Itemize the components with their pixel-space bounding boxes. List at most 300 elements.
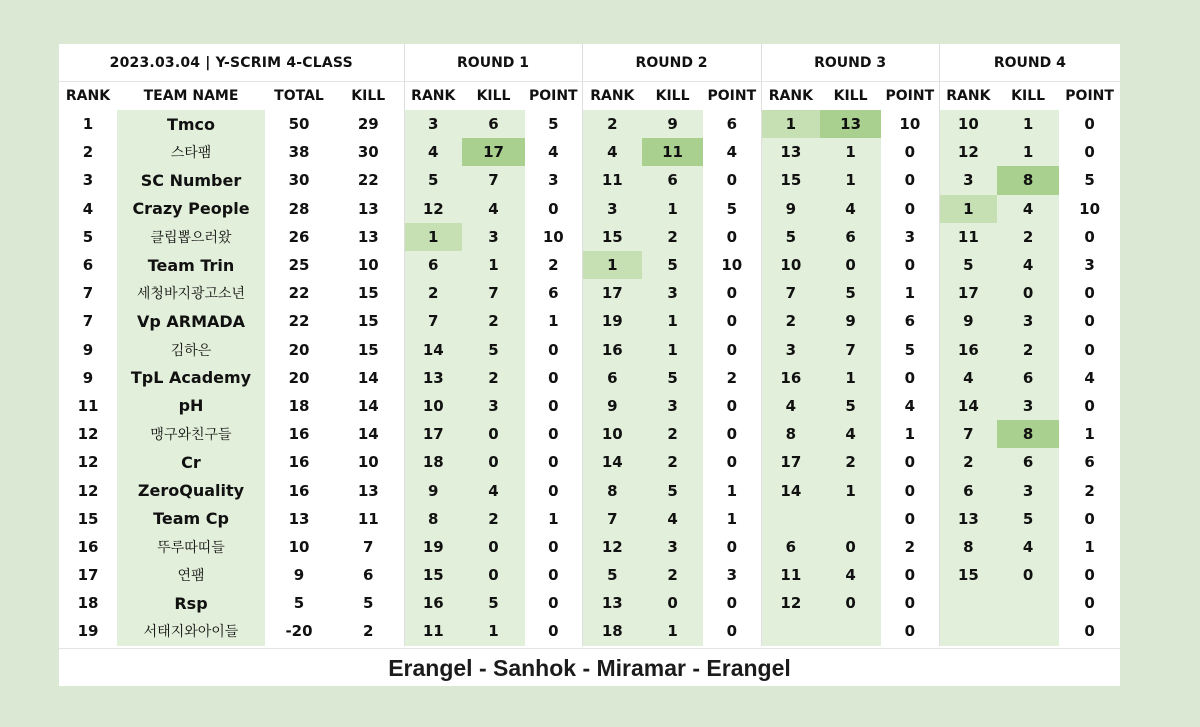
total-cell: -20 [285, 622, 313, 641]
r2-point-cell: 2 [703, 364, 761, 392]
kill-total-cell: 7 [333, 533, 404, 561]
table-row [59, 336, 1120, 364]
r2-point-cell: 1 [703, 505, 761, 533]
col-kill: KILL [333, 82, 404, 111]
r2-rank-cell: 9 [582, 392, 642, 420]
r1-kill-cell: 2 [462, 505, 525, 533]
r2-point-cell: 0 [703, 279, 761, 307]
r4-point-cell: 0 [1084, 566, 1095, 585]
r4-rank-cell: 17 [939, 279, 997, 307]
r3-rank-cell: 11 [761, 561, 820, 589]
r2-col-kill: KILL [655, 88, 690, 104]
r3-kill-cell: 0 [820, 251, 881, 279]
rank-cell: 9 [82, 340, 94, 359]
r2-rank-cell: 13 [582, 589, 642, 617]
r2-kill-cell: 5 [642, 364, 703, 392]
kill-total-cell: 15 [333, 336, 404, 364]
r1-kill-cell: 4 [462, 195, 525, 223]
table-row [59, 195, 1120, 223]
table-row [59, 448, 1120, 476]
r4-rank-cell: 15 [939, 561, 997, 589]
r3-kill-cell: 5 [820, 392, 881, 420]
r3-kill-cell: 4 [820, 195, 881, 223]
r3-rank-cell: 6 [761, 533, 820, 561]
r2-rank-cell: 14 [582, 448, 642, 476]
r3-point-cell: 0 [881, 195, 939, 223]
r4-point-cell: 0 [1084, 594, 1095, 613]
r2-kill-cell: 2 [642, 561, 703, 589]
r4-point-cell: 0 [1084, 227, 1095, 246]
r4-rank-cell: 9 [939, 307, 997, 335]
r1-point-cell: 0 [525, 561, 582, 589]
r4-col-point: POINT [1065, 88, 1114, 104]
r1-kill-cell: 0 [462, 561, 525, 589]
r1-point-cell: 0 [525, 448, 582, 476]
r1-rank-cell: 14 [404, 336, 462, 364]
r4-kill-cell: 3 [997, 307, 1059, 335]
kill-total-cell: 15 [333, 279, 404, 307]
r3-point-cell: 0 [881, 617, 939, 645]
r4-point-cell: 0 [1084, 284, 1095, 303]
r1-kill-cell: 7 [462, 279, 525, 307]
r2-point-cell: 0 [703, 223, 761, 251]
r4-rank-cell: 7 [939, 420, 997, 448]
r4-rank-cell: 16 [939, 336, 997, 364]
r2-point-cell: 0 [703, 307, 761, 335]
r4-kill-cell: 4 [997, 195, 1059, 223]
team-name-cell: 클립뽑으러왔 [117, 223, 265, 251]
rank-cell: 4 [82, 199, 94, 218]
r3-point-cell: 3 [881, 223, 939, 251]
r3-kill-cell: 0 [820, 589, 881, 617]
r4-rank-cell: 6 [939, 476, 997, 504]
r2-point-cell: 0 [703, 589, 761, 617]
r3-rank-cell: 17 [761, 448, 820, 476]
r3-point-cell: 0 [881, 138, 939, 166]
r4-point-cell: 10 [1079, 199, 1101, 218]
team-name-cell: 세청바지광고소년 [117, 279, 265, 307]
r4-kill-cell: 1 [997, 138, 1059, 166]
r1-point-cell: 0 [525, 195, 582, 223]
rank-cell: 12 [77, 453, 99, 472]
round-4-header: ROUND 4 [939, 44, 1120, 82]
r2-kill-cell: 3 [642, 533, 703, 561]
r1-kill-cell: 17 [462, 138, 525, 166]
team-name-cell: TpL Academy [117, 364, 265, 392]
r2-kill-cell: 11 [642, 138, 703, 166]
r1-rank-cell: 11 [404, 617, 462, 645]
r2-point-cell: 10 [703, 251, 761, 279]
r2-rank-cell: 18 [582, 617, 642, 645]
r3-rank-cell: 16 [761, 364, 820, 392]
r4-kill-cell [997, 617, 1059, 645]
team-name-cell: ZeroQuality [117, 476, 265, 504]
total-cell: 5 [293, 594, 305, 613]
team-name-cell: 김하은 [117, 336, 265, 364]
r4-rank-cell: 13 [939, 505, 997, 533]
r3-point-cell: 0 [881, 505, 939, 533]
r2-kill-cell: 0 [642, 589, 703, 617]
r1-point-cell: 0 [525, 589, 582, 617]
team-name-cell: 서태지와아이들 [117, 617, 265, 645]
team-name-cell: Team Cp [117, 505, 265, 533]
rank-cell: 3 [82, 171, 94, 190]
total-cell: 26 [288, 227, 310, 246]
kill-total-cell: 5 [333, 589, 404, 617]
r1-col-kill: KILL [476, 88, 511, 104]
team-name-cell: 맹구와친구들 [117, 420, 265, 448]
total-cell: 20 [288, 340, 310, 359]
r1-kill-cell: 1 [462, 251, 525, 279]
r2-rank-cell: 11 [582, 166, 642, 194]
r1-point-cell: 1 [525, 505, 582, 533]
r4-point-cell: 6 [1084, 453, 1095, 472]
r3-rank-cell: 2 [761, 307, 820, 335]
r2-kill-cell: 1 [642, 617, 703, 645]
table-row [59, 589, 1120, 617]
kill-total-cell: 13 [333, 195, 404, 223]
scoreboard [59, 44, 1120, 686]
r3-kill-cell: 13 [820, 110, 881, 138]
table-row [59, 138, 1120, 166]
r3-kill-cell: 1 [820, 364, 881, 392]
r2-point-cell: 6 [703, 110, 761, 138]
r4-kill-cell: 2 [997, 223, 1059, 251]
header-row-rounds [59, 44, 1120, 82]
r4-point-cell: 0 [1084, 396, 1095, 415]
r2-rank-cell: 6 [582, 364, 642, 392]
table-row [59, 392, 1120, 420]
r2-kill-cell: 2 [642, 223, 703, 251]
r3-rank-cell: 1 [761, 110, 820, 138]
r3-point-cell: 0 [881, 476, 939, 504]
total-cell: 10 [288, 537, 310, 556]
r1-rank-cell: 15 [404, 561, 462, 589]
rank-cell: 18 [77, 594, 99, 613]
r4-point-cell: 3 [1084, 256, 1095, 275]
r3-kill-cell: 5 [820, 279, 881, 307]
r1-col-rank: RANK [411, 88, 456, 104]
kill-total-cell: 29 [333, 110, 404, 138]
total-cell: 18 [288, 396, 310, 415]
r1-point-cell: 3 [525, 166, 582, 194]
r2-kill-cell: 1 [642, 336, 703, 364]
r4-point-cell: 2 [1084, 481, 1095, 500]
standings-body [59, 110, 1120, 646]
header-row-columns [59, 82, 1120, 111]
r4-col-kill: KILL [1011, 88, 1046, 104]
table-row [59, 279, 1120, 307]
r2-kill-cell: 2 [642, 448, 703, 476]
r3-rank-cell: 13 [761, 138, 820, 166]
team-name-cell: 뚜루따띠들 [117, 533, 265, 561]
r4-kill-cell: 6 [997, 448, 1059, 476]
r3-kill-cell: 1 [820, 476, 881, 504]
team-name-cell: Crazy People [117, 195, 265, 223]
r1-point-cell: 0 [525, 364, 582, 392]
col-team-name: TEAM NAME [143, 88, 239, 104]
rank-cell: 7 [82, 312, 94, 331]
kill-total-cell: 14 [333, 392, 404, 420]
team-name-cell: 연팸 [117, 561, 265, 589]
total-cell: 38 [288, 143, 310, 162]
r1-rank-cell: 6 [404, 251, 462, 279]
r1-kill-cell: 3 [462, 223, 525, 251]
r3-point-cell: 0 [881, 448, 939, 476]
r4-rank-cell: 2 [939, 448, 997, 476]
r3-point-cell: 6 [881, 307, 939, 335]
r4-kill-cell: 5 [997, 505, 1059, 533]
r4-rank-cell: 8 [939, 533, 997, 561]
r2-point-cell: 0 [703, 617, 761, 645]
r3-rank-cell: 7 [761, 279, 820, 307]
total-cell: 25 [288, 256, 310, 275]
total-cell: 9 [293, 566, 305, 585]
rank-cell: 2 [82, 143, 94, 162]
r4-rank-cell: 12 [939, 138, 997, 166]
r2-rank-cell: 10 [582, 420, 642, 448]
table-row [59, 533, 1120, 561]
kill-total-cell: 6 [333, 561, 404, 589]
r2-point-cell: 0 [703, 166, 761, 194]
r3-rank-cell: 4 [761, 392, 820, 420]
r1-kill-cell: 5 [462, 589, 525, 617]
map-rotation: Erangel - Sanhok - Miramar - Erangel [59, 648, 1120, 687]
scrim-title: 2023.03.04 | Y-SCRIM 4-CLASS [59, 44, 404, 82]
r1-point-cell: 0 [525, 392, 582, 420]
r1-point-cell: 6 [525, 279, 582, 307]
kill-total-cell: 2 [333, 617, 404, 645]
kill-total-cell: 10 [333, 448, 404, 476]
r3-rank-cell: 8 [761, 420, 820, 448]
r3-rank-cell: 14 [761, 476, 820, 504]
r1-kill-cell: 2 [462, 364, 525, 392]
col-rank: RANK [65, 88, 111, 104]
r4-rank-cell: 1 [939, 195, 997, 223]
r2-kill-cell: 2 [642, 420, 703, 448]
table-row [59, 364, 1120, 392]
total-cell: 50 [288, 115, 310, 134]
r4-point-cell: 5 [1084, 171, 1095, 190]
r3-point-cell: 0 [881, 561, 939, 589]
total-cell: 22 [288, 312, 310, 331]
r4-kill-cell: 0 [997, 279, 1059, 307]
r3-point-cell: 10 [881, 110, 939, 138]
r3-col-kill: KILL [833, 88, 868, 104]
rank-cell: 12 [77, 425, 99, 444]
col-total: TOTAL [274, 88, 324, 104]
kill-total-cell: 22 [333, 166, 404, 194]
r4-point-cell: 0 [1084, 509, 1095, 528]
r3-kill-cell: 1 [820, 166, 881, 194]
rank-cell: 1 [82, 115, 94, 134]
team-name-cell: Vp ARMADA [117, 307, 265, 335]
r4-rank-cell [939, 589, 997, 617]
r4-kill-cell: 2 [997, 336, 1059, 364]
r4-point-cell: 0 [1084, 115, 1095, 134]
r1-rank-cell: 13 [404, 364, 462, 392]
r3-kill-cell: 6 [820, 223, 881, 251]
r4-point-cell: 0 [1084, 622, 1095, 641]
r1-rank-cell: 3 [404, 110, 462, 138]
r1-rank-cell: 1 [404, 223, 462, 251]
r4-point-cell: 0 [1084, 312, 1095, 331]
r4-rank-cell: 14 [939, 392, 997, 420]
r2-point-cell: 0 [703, 336, 761, 364]
r3-rank-cell: 9 [761, 195, 820, 223]
r1-point-cell: 0 [525, 617, 582, 645]
r1-rank-cell: 5 [404, 166, 462, 194]
r4-point-cell: 0 [1084, 340, 1095, 359]
r2-rank-cell: 15 [582, 223, 642, 251]
r3-kill-cell: 0 [820, 533, 881, 561]
table-row [59, 617, 1120, 645]
r3-point-cell: 1 [881, 420, 939, 448]
r1-rank-cell: 18 [404, 448, 462, 476]
r2-kill-cell: 5 [642, 476, 703, 504]
rank-cell: 15 [77, 509, 99, 528]
table-row [59, 307, 1120, 335]
r2-kill-cell: 1 [642, 307, 703, 335]
r4-rank-cell: 3 [939, 166, 997, 194]
r3-kill-cell: 4 [820, 561, 881, 589]
r2-rank-cell: 5 [582, 561, 642, 589]
r3-kill-cell: 1 [820, 138, 881, 166]
table-row [59, 110, 1120, 138]
r4-kill-cell: 8 [997, 166, 1059, 194]
r1-point-cell: 5 [525, 110, 582, 138]
rank-cell: 12 [77, 481, 99, 500]
r1-kill-cell: 3 [462, 392, 525, 420]
r1-point-cell: 0 [525, 476, 582, 504]
kill-total-cell: 15 [333, 307, 404, 335]
table-row [59, 251, 1120, 279]
r1-rank-cell: 16 [404, 589, 462, 617]
r4-col-rank: RANK [946, 88, 991, 104]
r4-kill-cell: 8 [997, 420, 1059, 448]
r4-point-cell: 1 [1084, 425, 1095, 444]
r1-kill-cell: 7 [462, 166, 525, 194]
r2-col-rank: RANK [590, 88, 635, 104]
kill-total-cell: 30 [333, 138, 404, 166]
r4-kill-cell: 6 [997, 364, 1059, 392]
r1-point-cell: 1 [525, 307, 582, 335]
r1-rank-cell: 10 [404, 392, 462, 420]
r3-kill-cell [820, 617, 881, 645]
r1-kill-cell: 1 [462, 617, 525, 645]
r2-point-cell: 3 [703, 561, 761, 589]
table-row [59, 505, 1120, 533]
table-row [59, 420, 1120, 448]
r2-rank-cell: 12 [582, 533, 642, 561]
r1-point-cell: 2 [525, 251, 582, 279]
r2-point-cell: 0 [703, 420, 761, 448]
r3-kill-cell [820, 505, 881, 533]
r3-col-point: POINT [881, 82, 939, 111]
kill-total-cell: 10 [333, 251, 404, 279]
total-cell: 22 [288, 284, 310, 303]
r2-rank-cell: 3 [582, 195, 642, 223]
r2-rank-cell: 19 [582, 307, 642, 335]
r1-kill-cell: 0 [462, 533, 525, 561]
r3-point-cell: 4 [881, 392, 939, 420]
round-3-header: ROUND 3 [761, 44, 939, 82]
rank-cell: 17 [77, 566, 99, 585]
r4-kill-cell [997, 589, 1059, 617]
team-name-cell: pH [117, 392, 265, 420]
round-1-header: ROUND 1 [404, 44, 582, 82]
rank-cell: 9 [82, 368, 94, 387]
r3-point-cell: 2 [881, 533, 939, 561]
r1-kill-cell: 6 [462, 110, 525, 138]
round-2-header: ROUND 2 [582, 44, 761, 82]
r2-kill-cell: 5 [642, 251, 703, 279]
r4-point-cell: 0 [1084, 143, 1095, 162]
r3-point-cell: 1 [881, 279, 939, 307]
r2-col-point: POINT [703, 82, 761, 111]
r2-point-cell: 4 [703, 138, 761, 166]
r3-rank-cell [761, 617, 820, 645]
r4-kill-cell: 1 [997, 110, 1059, 138]
rank-cell: 5 [82, 227, 94, 246]
table-row [59, 476, 1120, 504]
team-name-cell: SC Number [117, 166, 265, 194]
r2-kill-cell: 3 [642, 392, 703, 420]
r3-rank-cell [761, 505, 820, 533]
total-cell: 20 [288, 368, 310, 387]
kill-total-cell: 14 [333, 420, 404, 448]
r2-point-cell: 0 [703, 392, 761, 420]
rank-cell: 6 [82, 256, 94, 275]
r1-kill-cell: 5 [462, 336, 525, 364]
r1-rank-cell: 12 [404, 195, 462, 223]
r3-rank-cell: 12 [761, 589, 820, 617]
r1-rank-cell: 8 [404, 505, 462, 533]
r2-rank-cell: 2 [582, 110, 642, 138]
r4-kill-cell: 3 [997, 476, 1059, 504]
r1-point-cell: 0 [525, 533, 582, 561]
r3-rank-cell: 10 [761, 251, 820, 279]
r1-rank-cell: 2 [404, 279, 462, 307]
total-cell: 13 [288, 509, 310, 528]
team-name-cell: Team Trin [117, 251, 265, 279]
total-cell: 16 [288, 425, 310, 444]
r1-rank-cell: 9 [404, 476, 462, 504]
r4-kill-cell: 3 [997, 392, 1059, 420]
r4-rank-cell: 5 [939, 251, 997, 279]
r1-rank-cell: 17 [404, 420, 462, 448]
r2-kill-cell: 1 [642, 195, 703, 223]
r1-kill-cell: 2 [462, 307, 525, 335]
r3-point-cell: 5 [881, 336, 939, 364]
rank-cell: 11 [77, 396, 99, 415]
r2-rank-cell: 1 [582, 251, 642, 279]
kill-total-cell: 14 [333, 364, 404, 392]
r3-col-rank: RANK [768, 88, 813, 104]
r2-point-cell: 0 [703, 533, 761, 561]
r1-rank-cell: 4 [404, 138, 462, 166]
r3-point-cell: 0 [881, 251, 939, 279]
r1-kill-cell: 0 [462, 448, 525, 476]
r4-kill-cell: 4 [997, 533, 1059, 561]
kill-total-cell: 13 [333, 476, 404, 504]
r3-rank-cell: 15 [761, 166, 820, 194]
r3-rank-cell: 5 [761, 223, 820, 251]
r4-kill-cell: 0 [997, 561, 1059, 589]
team-name-cell: Cr [117, 448, 265, 476]
table-row [59, 223, 1120, 251]
total-cell: 30 [288, 171, 310, 190]
